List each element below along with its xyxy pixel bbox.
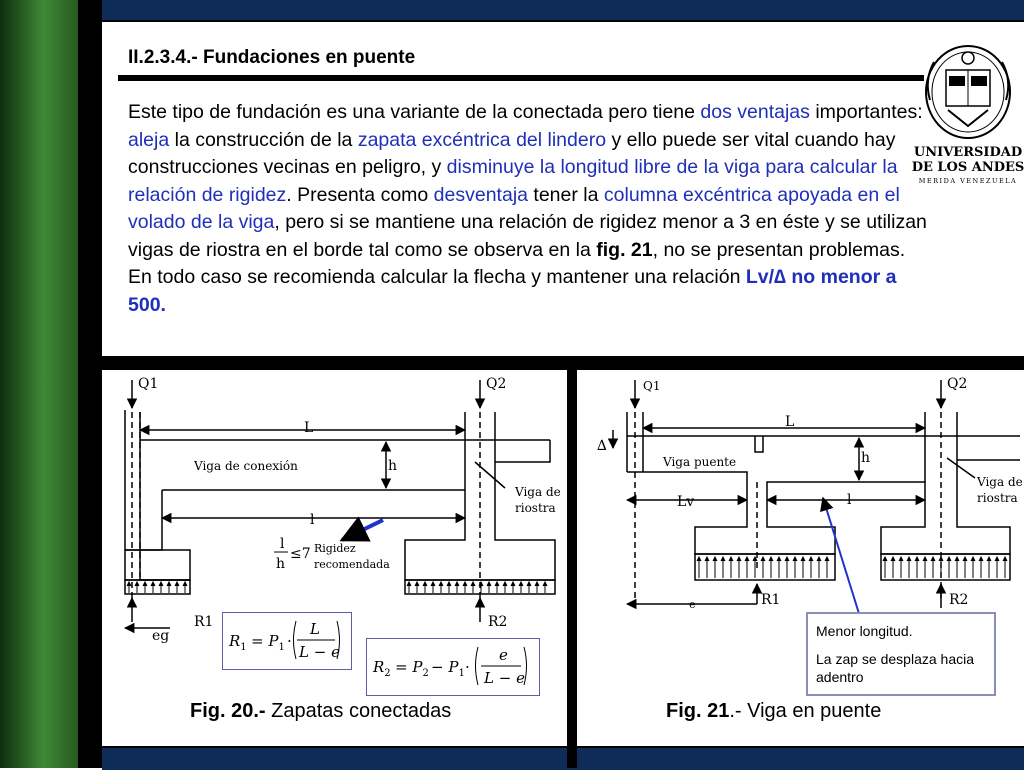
pressure-arrow-head [891, 557, 895, 561]
pressure-arrow-head [923, 557, 927, 561]
paragraph-segment: tener la [528, 183, 604, 206]
fig20-caption-text: Zapatas conectadas [265, 700, 452, 722]
f2-minus-sub: 1 [458, 668, 465, 679]
fig21-L-label: L [785, 414, 795, 430]
fig21-r2-label: R2 [949, 592, 969, 608]
pressure-arrow-head [947, 557, 951, 561]
fig21-viga-label: Viga puente [663, 455, 737, 469]
pressure-arrow-head [527, 582, 531, 586]
svg-text:= P2 [395, 658, 429, 679]
left-gradient-bar [0, 0, 78, 768]
fig20-q2-label: Q2 [486, 376, 507, 392]
formula-r2-box [366, 638, 540, 696]
logo-line3: MERIDA VENEZUELA [918, 177, 1018, 185]
pressure-arrow-head [899, 557, 903, 561]
fig21-riostra2-label: riostra [977, 491, 1018, 505]
paragraph-segment: desventaja [433, 183, 528, 206]
pressure-arrow-head [745, 557, 749, 561]
figure-divider [567, 356, 577, 768]
pressure-arrow-head [431, 582, 435, 586]
pressure-arrow-head [883, 557, 887, 561]
paragraph-segment: , no se presentan problemas. En todo caso se recomienda calcular la flecha y mantener una relación [128, 238, 906, 288]
f2-num: e [499, 646, 508, 664]
pressure-arrow-head [439, 582, 443, 586]
pressure-arrow-head [995, 557, 999, 561]
formula-r1-box [222, 612, 352, 670]
svg-text:R2 [372, 658, 391, 679]
paragraph-segment: . Presenta como [286, 183, 434, 206]
pressure-arrow-head [713, 557, 717, 561]
fig20-rig1: Rigidez [314, 542, 356, 555]
pressure-arrow-head [777, 557, 781, 561]
f2-minus: − P [431, 658, 459, 676]
pressure-arrow-head [495, 582, 499, 586]
fig20-r2-label: R2 [488, 614, 508, 630]
fig21-caption-text: .- Viga en puente [729, 700, 882, 722]
pressure-arrow-head [159, 582, 163, 586]
pressure-arrow-head [423, 582, 427, 586]
pressure-arrow-head [519, 582, 523, 586]
f1-eq: = P [251, 632, 279, 650]
fig21-diagram [585, 372, 1023, 612]
pressure-arrow-head [455, 582, 459, 586]
bottom-banner [102, 746, 1024, 770]
fig21-q2-label: Q2 [947, 376, 968, 392]
pressure-arrow-head [971, 557, 975, 561]
fig21-note-box [806, 612, 996, 696]
fig21-h-label: h [861, 450, 871, 466]
fig21-delta-label: ∆ [597, 438, 607, 454]
pressure-arrow-head [407, 582, 411, 586]
left-black-bar [78, 0, 102, 768]
formula-r2 [367, 639, 539, 695]
fig20-h-label: h [388, 458, 398, 474]
fig20-rig-le: ≤7 [290, 546, 311, 562]
pressure-arrow-head [697, 557, 701, 561]
pressure-arrow-head [151, 582, 155, 586]
heading-rule [118, 75, 924, 81]
pressure-arrow-head [809, 557, 813, 561]
f2-lhs-sub: 2 [384, 668, 391, 679]
f1-num: L [310, 620, 320, 638]
pressure-arrow-head [705, 557, 709, 561]
fig20-caption-num: Fig. 20.- [190, 700, 266, 722]
top-banner [102, 0, 1024, 22]
pressure-arrow-head [825, 557, 829, 561]
f1-lhs-sub: 1 [240, 642, 247, 653]
pressure-arrow-head [963, 557, 967, 561]
fig20-eg-label: eg [152, 628, 170, 644]
pressure-arrow-head [1003, 557, 1007, 561]
f2-dot: · [465, 658, 470, 676]
pressure-arrow-head [511, 582, 515, 586]
pressure-arrow-head [817, 557, 821, 561]
f2-eq: = P [395, 658, 423, 676]
pressure-arrow-head [721, 557, 725, 561]
fig21-riostra1-label: Viga de [977, 475, 1023, 489]
fig21-lv-label: Lv [677, 494, 695, 510]
paragraph-segment: columna excéntrica apoyada en el volado de la viga [128, 183, 900, 233]
pressure-arrow-head [931, 557, 935, 561]
pressure-arrow-head [487, 582, 491, 586]
f2-den: L − e [484, 669, 525, 687]
f1-den: L − e [299, 643, 340, 661]
fig20-q1-label: Q1 [138, 376, 159, 392]
pressure-arrow-head [785, 557, 789, 561]
pressure-arrow-head [143, 582, 147, 586]
paragraph-segment: importantes: [809, 101, 923, 123]
fig20-l-label: l [310, 512, 315, 528]
fig21-l-label: l [847, 492, 852, 508]
pressure-arrow-head [503, 582, 507, 586]
pressure-arrow-head [793, 557, 797, 561]
pressure-arrow-head [729, 557, 733, 561]
pressure-arrow-head [769, 557, 773, 561]
pressure-arrow-head [939, 557, 943, 561]
paragraph-segment: aleja [128, 128, 170, 151]
logo-line1: UNIVERSIDAD [913, 145, 1023, 160]
svg-text:= P1 [251, 632, 285, 653]
pressure-arrow-head [535, 582, 539, 586]
paragraph-segment: Lv/∆ no menor a 500. [128, 266, 897, 316]
fig20-riostra1-label: Viga de [515, 485, 561, 499]
pressure-arrow-head [447, 582, 451, 586]
paragraph-segment: Este tipo de fundación es una variante de la conectada pero tiene [128, 101, 701, 123]
pressure-arrow-head [463, 582, 467, 586]
pressure-arrow-head [907, 557, 911, 561]
shield-emblem-icon [911, 40, 1024, 190]
pressure-arrow-head [135, 582, 139, 586]
f1-dot: · [287, 632, 292, 650]
note-line2: La zap se desplaza hacia adentro [816, 651, 974, 685]
logo-line2: DE LOS ANDES [911, 160, 1024, 175]
f1-eq-sub: 1 [278, 642, 285, 653]
fig21-r1-label: R1 [761, 592, 781, 608]
paragraph-segment: dos ventajas [700, 101, 810, 123]
pressure-arrow-head [737, 557, 741, 561]
f2-eq-sub: 2 [422, 668, 429, 679]
fig21-caption-num: Fig. 21 [666, 700, 730, 722]
section-heading: II.2.3.4.- Fundaciones en puente [128, 47, 416, 68]
fig21-q1-label: Q1 [643, 379, 661, 393]
pressure-arrow-head [761, 557, 765, 561]
paragraph-segment: fig. 21 [596, 238, 653, 261]
formula-r1 [223, 613, 351, 669]
pressure-arrow-head [955, 557, 959, 561]
fig20-riostra2-label: riostra [515, 501, 556, 515]
pressure-arrow-head [915, 557, 919, 561]
fig20-rig-l: l [280, 536, 285, 552]
note-line1: Menor longitud. [816, 623, 913, 639]
pressure-arrow-head [801, 557, 805, 561]
fig20-r1-label: R1 [194, 614, 214, 630]
f2-lhs: R [373, 658, 385, 676]
paragraph-segment: y ello puede ser vital cuando hay construcciones vecinas en peligro, y [128, 128, 896, 178]
fig21-e-label: e [689, 598, 696, 611]
body-paragraph [128, 99, 928, 319]
pressure-arrow-head [175, 582, 179, 586]
fig20-rig2: recomendada [314, 558, 390, 571]
pressure-arrow-head [127, 582, 131, 586]
paragraph-segment: disminuye la longitud libre de la viga para calcular la relación de rigidez [128, 156, 898, 206]
fig20-L-label: L [304, 420, 314, 436]
paragraph-segment: , pero si se mantiene una relación de rigidez menor a 3 en éste y se utilizan vigas de riostra en el borde tal como se observa en la [128, 211, 927, 261]
svg-text:R1 [228, 632, 247, 653]
university-logo [911, 40, 1024, 190]
fig21-caption [666, 700, 881, 723]
pressure-arrow-head [979, 557, 983, 561]
fig20-viga-label: Viga de conexión [194, 459, 298, 473]
pressure-arrow-head [471, 582, 475, 586]
svg-text:− P1 [431, 658, 465, 679]
paragraph-segment: la construcción de la [169, 128, 358, 151]
f1-lhs: R [229, 632, 241, 650]
pressure-arrow-head [987, 557, 991, 561]
pressure-arrow-head [415, 582, 419, 586]
fig20-caption [190, 700, 451, 723]
fig20-rig-h: h [276, 556, 286, 572]
pressure-arrow-head [183, 582, 187, 586]
section-separator [102, 356, 1024, 370]
pressure-arrow-head [167, 582, 171, 586]
paragraph-segment: zapata excéntrica del lindero [357, 128, 607, 151]
pressure-arrow-head [543, 582, 547, 586]
